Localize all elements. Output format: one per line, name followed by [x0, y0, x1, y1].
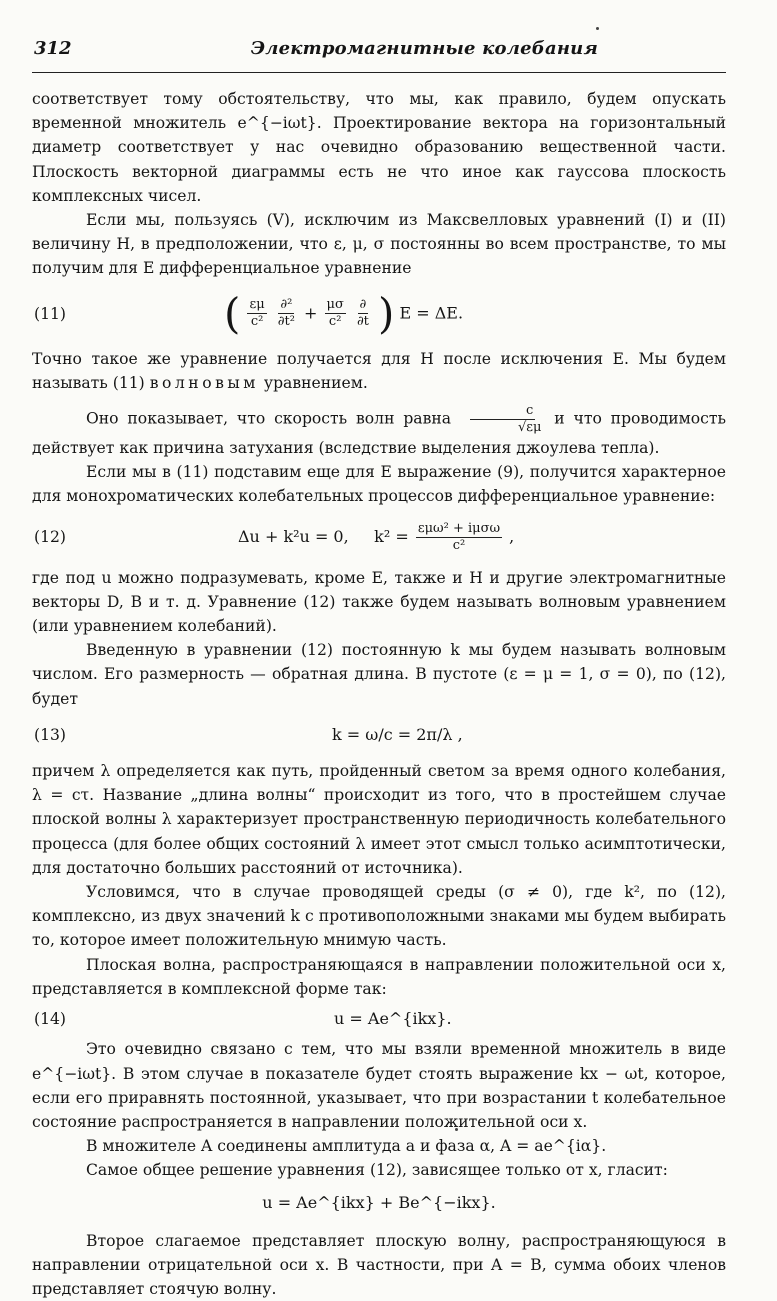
equation-14: [32, 1007, 726, 1031]
paragraph: соответствует тому обстоятельству, что мы, как правило, будем опускать временной множитель e^{−iωt}. Проектирование вектора на горизонтальный диаметр соответствует у нас очевидно образованию вещественной части. Плоскость векторной диаграммы есть не что иное как гауссова плоскость комплексных чисел.: [32, 90, 726, 205]
paragraph: Точно такое же уравнение получается для H после исключения E. Мы будем называть (11) волновым уравнением.: [32, 349, 726, 392]
paragraph: Это очевидно связано с тем, что мы взяли временной множитель в виде e^{−iωt}. В этом случае в показателе будет стоять выражение kx − ωt, которое, если его приравнять постоянной, указывает, что при возрастании t колебательное состояние распространяется в направлении положительной оси x.: [32, 1040, 726, 1131]
equation-number: (14): [34, 1010, 67, 1029]
paragraph: где под u можно подразумевать, кроме E, также и H и другие электромагнитные векторы D, B и т. д. Уравнение (12) также будем называть волновым уравнением (или уравнением колебаний).: [32, 568, 726, 636]
equation-number: (12): [34, 528, 67, 547]
equation-11: [32, 288, 726, 338]
wave-speed-fraction: $\frac{c}{√\varepsilon\mu}$: [462, 403, 543, 436]
paragraph: Плоская волна, распространяющаяся в направлении положительной оси x, представляется в комплексной форме так:: [32, 955, 726, 998]
paragraph: причем λ определяется как путь, пройденный светом за время одного колебания, λ = cτ. Название „длина волны“ происходит из того, что в простейшем случае плоской волны λ характеризует пространственную периодичность колебательного процесса (для более общих состояний λ имеет этот смысл только асимптотически, для достаточно больших расстояний от источника).: [32, 762, 726, 877]
page-number: 312: [34, 38, 72, 59]
equation-number: (11): [34, 304, 67, 323]
equation-formula: Δu + k²u = 0, k² = $\frac{\text{εμω² + iμσω}}{\text{c²}}$ ,: [238, 520, 515, 553]
running-title: Электромагнитные колебания: [250, 38, 598, 59]
emphasized-word: волновым: [149, 373, 259, 392]
paragraph: Оно показывает, что скорость волн равна $\frac{c}{√\varepsilon\mu}$ и что проводимость действует как причина затухания (вследствие выделения джоулева тепла).: [32, 403, 726, 458]
paragraph: Самое общее решение уравнения (12), зависящее только от x, гласит:: [86, 1161, 668, 1180]
equation-formula: ( $\frac{\varepsilon\mu}{\text{c²}}$ $\frac{\text{∂²}}{\text{∂t²}}$ + $\frac{\mu\sigma}{\text{c²}}$ $\frac{\partial}{\partial t}$ ) E = ΔE.: [224, 288, 464, 338]
running-header: [32, 38, 726, 73]
equation-formula: u = Ae^{ikx}.: [334, 1009, 452, 1029]
equation-formula: k = ω/c = 2π/λ ,: [332, 724, 463, 744]
equation-general-solution: [32, 1191, 726, 1215]
equation-13: [32, 723, 726, 747]
speck: [596, 27, 599, 30]
equation-rhs: E = ΔE.: [399, 303, 464, 323]
paragraph: Условимся, что в случае проводящей среды (σ ≠ 0), где k², по (12), комплексно, из двух значений k с противоположными знаками мы будем выбирать то, которое имеет положительную мнимую часть.: [32, 883, 726, 950]
paragraph: Если мы, пользуясь (V), исключим из Максвелловых уравнений (I) и (II) величину H, в предположении, что ε, μ, σ постоянны во всем пространстве, то мы получим для E дифференциальное уравнение: [32, 211, 726, 278]
equation-number: (13): [34, 725, 67, 744]
text-body: [32, 87, 726, 1301]
paragraph: Введенную в уравнении (12) постоянную k мы будем называть волновым числом. Его размерность — обратная длина. В пустоте (ε = μ = 1, σ = 0), по (12), будет: [32, 641, 726, 708]
equation-12: [32, 521, 726, 554]
equation-formula: u = Ae^{ikx} + Be^{−ikx}.: [262, 1192, 496, 1212]
paragraph: В множителе A соединены амплитуда a и фаза α, A = ae^{iα}.: [86, 1137, 607, 1156]
paragraph: Если мы в (11) подставим еще для E выражение (9), получится характерное для монохроматических колебательных процессов дифференциальное уравнение:: [32, 463, 726, 506]
book-page: [32, 38, 726, 1301]
paragraph: Второе слагаемое представляет плоскую волну, распространяющуюся в направлении отрицательной оси x. В частности, при A = B, сумма обоих членов представляет стоячую волну.: [32, 1231, 726, 1299]
